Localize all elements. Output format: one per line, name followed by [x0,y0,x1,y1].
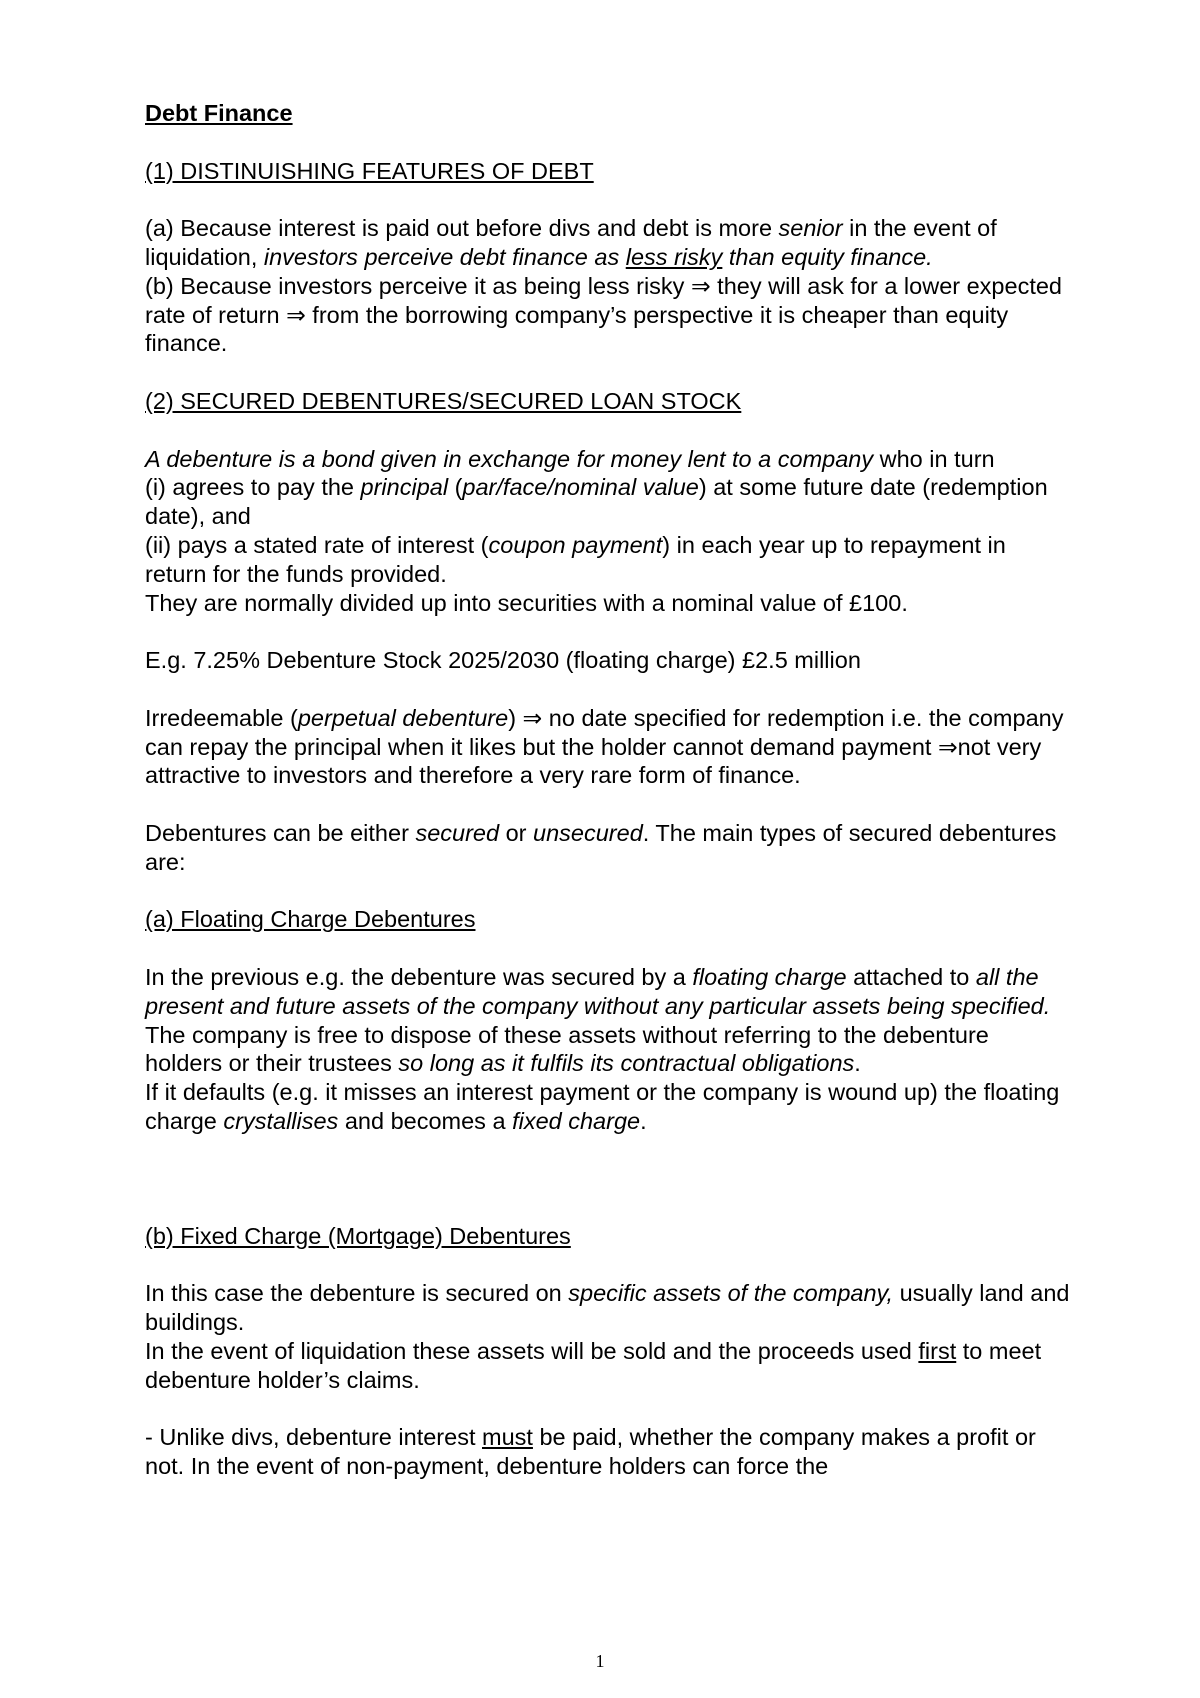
floating-paragraph-3: If it defaults (e.g. it misses an interest payment or the company is wound up) the floating charge crystallises and becomes a fixed charge. [145,1079,1060,1134]
document-body [145,99,1070,1481]
debenture-types-paragraph: Debentures can be either secured or unsecured. The main types of secured debentures are: [145,819,1057,875]
page-number: 1 [595,1651,605,1671]
fixed-paragraph-3: - Unlike divs, debenture interest must be paid, whether the company makes a profit or not. In the event of non-payment, debenture holders can force the [145,1424,1036,1480]
point-a: (a) Because interest is paid out before divs and debt is more senior in the event of liquidation, investors perceive debt finance as less risky than equity finance. [145,215,997,270]
section-2-heading: (2) SECURED DEBENTURES/SECURED LOAN STOCK [145,387,742,414]
point-b: (b) Because investors perceive it as being less risky ⇒ they will ask for a lower expected rate of return ⇒ from the borrowing company’s perspective it is cheaper than equity finance. [145,272,1062,357]
point-i: (i) agrees to pay the principal (par/face/nominal value) at some future date (redemption date), and [145,474,1048,530]
floating-paragraph-1: In the previous e.g. the debenture was secured by a floating charge attached to all the present and future assets of the company without any particular assets being specified. [145,963,1051,1019]
irredeemable-paragraph: Irredeemable (perpetual debenture) ⇒ no date specified for redemption i.e. the company can repay the principal when it likes but the holder cannot demand payment ⇒not very attractive to investors and therefore a very rare form of finance. [145,704,1064,789]
fixed-paragraph-2: In the event of liquidation these assets will be sold and the proceeds used first to meet debenture holder’s claims. [145,1337,1042,1393]
point-ii: (ii) pays a stated rate of interest (coupon payment) in each year up to repayment in return for the funds provided. [145,531,1006,587]
floating-paragraph-2: The company is free to dispose of these assets without referring to the debenture holders or their trustees so long as it fulfils its contractual obligations. [145,1021,989,1077]
section-1-heading: (1) DISTINUISHING FEATURES OF DEBT [145,157,594,184]
example-line: E.g. 7.25% Debenture Stock 2025/2030 (floating charge) £2.5 million [145,647,861,674]
document-title: Debt Finance [145,100,293,126]
fixed-charge-heading: (b) Fixed Charge (Mortgage) Debentures [145,1222,571,1249]
debenture-definition: A debenture is a bond given in exchange for money lent to a company who in turn [145,445,995,472]
floating-charge-heading: (a) Floating Charge Debentures [145,906,476,933]
fixed-paragraph-1: In this case the debenture is secured on specific assets of the company, usually land and buildings. [145,1280,1070,1336]
nominal-value-note: They are normally divided up into securities with a nominal value of £100. [145,589,908,616]
